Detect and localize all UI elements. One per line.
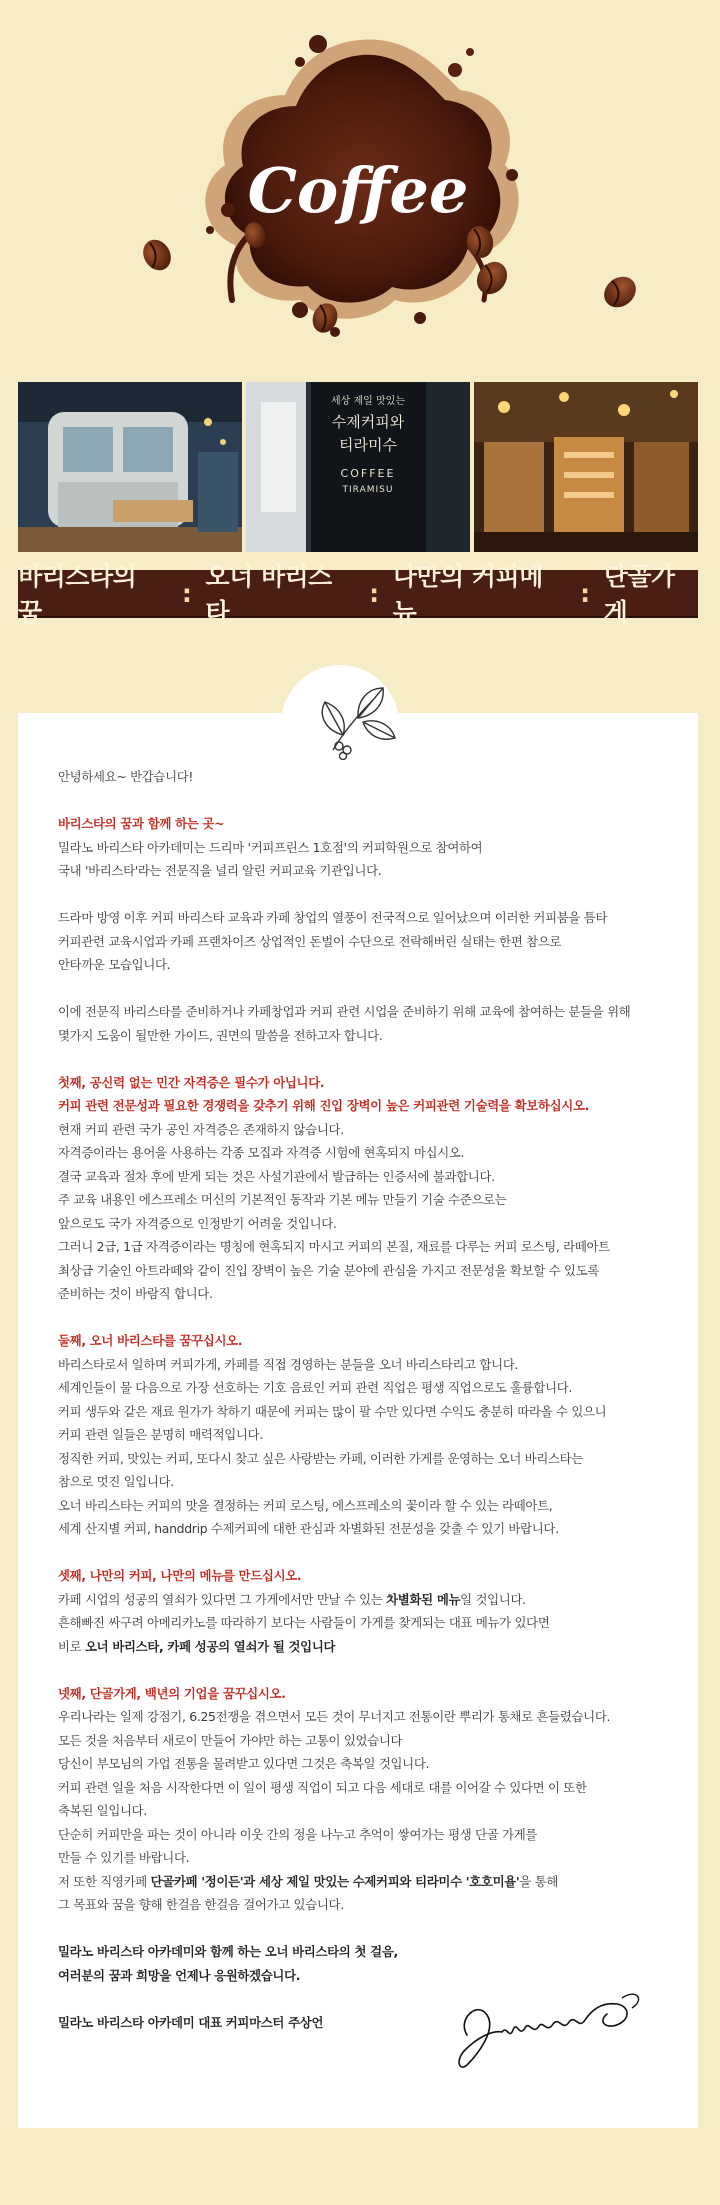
paragraph-line: 바리스타로서 일하며 커피가게, 카페를 직접 경영하는 분들을 오너 바리스타리고 합니다.: [58, 1356, 519, 1372]
slogan-banner: [18, 562, 698, 627]
paragraph-line: 우리나라는 일제 강점기, 6.25전쟁을 겪으면서 모든 것이 무너지고 전통이란 뿌리가 통채로 흔들렸습니다.: [58, 1709, 611, 1724]
section-heading: 넷째, 단골가게, 백년의 기업을 꿈꾸십시오.: [58, 1685, 286, 1701]
section-heading: 둘째, 오너 바리스타를 꿈꾸십시오.: [58, 1333, 243, 1348]
slogan-item: 단골가게: [603, 562, 675, 627]
paragraph-line: 주 교육 내용인 에스프레소 머신의 기본적인 동작과 기본 메뉴 만들기 기술 수준으로는: [58, 1192, 507, 1207]
coffee-bean-icon: [138, 235, 177, 276]
paragraph-line: 그 목표와 꿈을 향해 한걸음 한걸음 걸어가고 있습니다.: [58, 1897, 344, 1912]
slogan-separator: :: [369, 578, 379, 608]
slogan-item: 나만의 커피메뉴: [392, 562, 543, 627]
paragraph-line: 앞으로도 국가 자격증으로 인정받기 어려울 것입니다.: [58, 1215, 337, 1231]
slogan-separator: :: [181, 578, 192, 608]
coffee-splash-logo: [0, 0, 720, 370]
section-heading: 첫째, 공신력 없는 민간 자격증은 필수가 아닙니다.: [58, 1074, 325, 1090]
paragraph-line: 만들 수 있기를 바랍니다.: [58, 1850, 190, 1865]
signoff: 밀라노 바리스타 아카데미 대표 커피마스터 주상언: [58, 2014, 324, 2030]
paragraph-line: 밀라노 바리스타 아카데미는 드리마 '커피프린스 1호점'의 커피학원으로 참여하여: [58, 839, 483, 855]
paragraph-line: 참으로 멋진 일입니다.: [58, 1474, 174, 1489]
coffee-plant-icon: [313, 680, 399, 760]
paragraph-line: 당신이 부모님의 가업 전통을 물려받고 있다면 그것은 축복일 것입니다.: [58, 1756, 430, 1771]
paragraph-line: 현재 커피 관련 국가 공인 자격증은 존재하지 않습니다.: [58, 1121, 344, 1137]
paragraph-line: 커피 생두와 같은 재료 원가가 착하기 때문에 커피는 많이 팔 수만 있다면 수익도 충분히 따라올 수 있으니: [58, 1403, 607, 1419]
paragraph-line: 세계 산지별 커피, handdrip 수제커피에 대한 관심과 차별화된 전문성을 갖출 수 있기 바랍니다.: [58, 1521, 559, 1536]
paragraph-line: 저 또한 직영카페 단골카페 '정이든'과 세상 제일 맛있는 수제커피와 티라미수 '호호미욜'을 통해: [58, 1873, 559, 1889]
paragraph-line: 커피 관련 일들은 분명히 매력적입니다.: [58, 1427, 263, 1442]
sign-line: TIRAMISU: [342, 485, 394, 495]
paragraph-line: 결국 교육과 절차 후에 받게 되는 것은 사설기관에서 발급하는 인증서에 불과합니다.: [58, 1168, 495, 1184]
paragraph-line: 준비하는 것이 바람직 합니다.: [58, 1286, 213, 1301]
letter-body: [58, 765, 668, 2034]
sign-line: 티라미수: [339, 436, 397, 454]
paragraph-line: 몇가지 도움이 될만한 가이드, 권면의 말씀을 전하고자 합니다.: [58, 1027, 383, 1043]
sign-line: 수제커피와: [331, 413, 405, 431]
signature-icon: [447, 1980, 647, 2080]
paragraph-line: 정직한 커피, 맛있는 커피, 또다시 찾고 싶은 사랑받는 카페, 이러한 가게를 운영하는 오너 바리스타는: [58, 1450, 583, 1466]
sign-line: COFFEE: [340, 467, 396, 480]
paragraph-line: 축복된 일입니다.: [58, 1803, 147, 1818]
paragraph-line: 흔해빠진 싸구려 아메리카노를 따라하기 보다는 사람들이 가게를 찾게되는 대표 메뉴가 있다면: [58, 1615, 550, 1630]
paragraph-line: 드라마 방영 이후 커피 바리스타 교육과 카페 창업의 열풍이 전국적으로 일어났으며 이러한 커피붐을 틈타: [58, 910, 608, 925]
paragraph-line: 모든 것을 처음부터 새로이 만들어 가야만 하는 고통이 있었습니다: [58, 1732, 403, 1748]
photo-strip: [18, 382, 698, 552]
closing-line: 밀라노 바리스타 아카데미와 함께 하는 오너 바리스타의 첫 걸음,: [58, 1944, 398, 1959]
slogan-separator: :: [580, 578, 590, 608]
slogan-item: 오너 바리스타: [205, 562, 332, 627]
paragraph-line: 국내 '바리스타'라는 전문직을 널리 알린 커피교육 기관입니다.: [58, 863, 382, 878]
closing-line: 여러분의 꿈과 희망을 언제나 응원하겠습니다.: [58, 1967, 301, 1983]
intro-heading: 바리스타의 꿈과 함께 하는 곳~: [58, 816, 225, 831]
paragraph-line: 안타까운 모습입니다.: [58, 957, 171, 972]
section-subheading: 커피 관련 전문성과 필요한 경쟁력을 갖추기 위해 진입 장벽이 높은 커피관련 기술력을 확보하십시오.: [58, 1098, 590, 1113]
bakery-shop-photo: [474, 382, 698, 552]
paragraph-line: 카페 시업의 성공의 열쇠가 있다면 그 가게에서만 만날 수 있는 차별화된 메뉴일 것입니다.: [58, 1591, 526, 1607]
paragraph-line: 최상급 기술인 아트라떼와 같이 진입 장벽이 높은 기술 분야에 관심을 가지고 전문성을 확보할 수 있도록: [58, 1262, 600, 1278]
paragraph-line: 세계인들이 물 다음으로 가장 선호하는 기호 음료인 커피 관련 직업은 평생 직업으로도 훌륭합니다.: [58, 1380, 573, 1395]
paragraph-line: 단순히 커피만을 파는 것이 아니라 이웃 간의 정을 나누고 추억이 쌓여가는 평생 단골 가게를: [58, 1826, 538, 1842]
paragraph-line: 자격증이라는 용어을 사용하는 각종 모집과 자격증 시험에 현혹되지 마십시오.: [58, 1145, 465, 1160]
section-heading: 셋째, 나만의 커피, 나만의 메뉴를 만드십시오.: [58, 1568, 302, 1583]
greeting: 안녕하세요~ 반갑습니다!: [58, 769, 194, 784]
logo-text: Coffee: [247, 154, 469, 227]
coffee-bean-icon: [598, 270, 642, 313]
cafe-interior-photo: [18, 382, 242, 552]
paragraph-line: 커피관련 교육시업과 카페 프랜차이즈 상업적인 돈벌이 수단으로 전락해버린 실태는 한편 참으로: [58, 933, 562, 949]
paragraph-line: 이에 전문직 바리스타를 준비하거나 카페창업과 커피 관련 시업을 준비하기 위해 교육에 참여하는 분들을 위해: [58, 1004, 631, 1019]
paragraph-line: 커피 관련 일을 처음 시작한다면 이 일이 평생 직업이 되고 다음 세대로 대를 이어갈 수 있다면 이 또한: [58, 1779, 587, 1795]
paragraph-line: 그러니 2급, 1급 자격증이라는 명칭에 현혹되지 마시고 커피의 본질, 재료를 다루는 커피 로스팅, 라떼아트: [58, 1239, 610, 1254]
sign-line: 세상 제일 맛있는: [331, 396, 405, 407]
paragraph-line: 오너 바리스타는 커피의 맛을 결정하는 커피 로스팅, 에스프레소의 꽃이라 할 수 있는 라떼아트,: [58, 1497, 553, 1513]
slogan-item: 바리스타의 꿈: [18, 562, 137, 627]
tiramisu-sign-photo: [246, 382, 470, 552]
paragraph-line: 비로 오너 바리스타, 카페 성공의 열쇠가 될 것입니다: [58, 1638, 336, 1654]
